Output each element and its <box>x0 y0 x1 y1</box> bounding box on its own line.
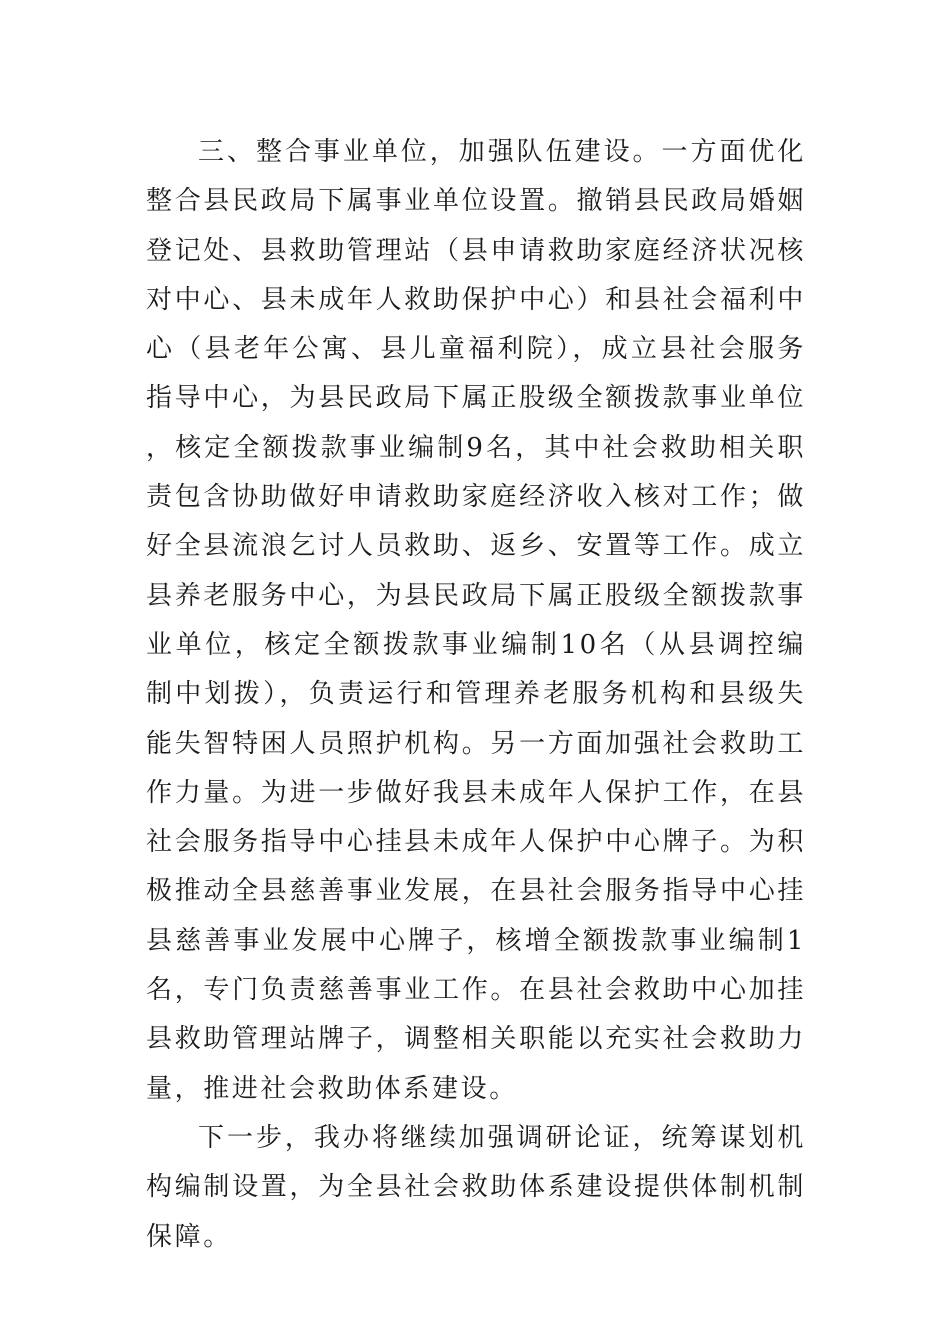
paragraph-institution-integration: 三、整合事业单位，加强队伍建设。一方面优化整合县民政局下属事业单位设置。撤销县民政局婚姻登记处、县救助管理站（县申请救助家庭经济状况核对中心、县未成年人救助保护中心）和县社会福利中心（县老年公寓、县儿童福利院），成立县社会服务指导中心，为县民政局下属正股级全额拨款事业单位，核定全额拨款事业编制9名，其中社会救助相关职责包含协助做好申请救助家庭经济收入核对工作；做好全县流浪乞讨人员救助、返乡、安置等工作。成立县养老服务中心，为县民政局下属正股级全额拨款事业单位，核定全额拨款事业编制10名（从县调控编制中划拨），负责运行和管理养老服务机构和县级失能失智特困人员照护机构。另一方面加强社会救助工作力量。为进一步做好我县未成年人保护工作，在县社会服务指导中心挂县未成年人保护中心牌子。为积极推动全县慈善事业发展，在县社会服务指导中心挂县慈善事业发展中心牌子，核增全额拨款事业编制1名，专门负责慈善事业工作。在县社会救助中心加挂县救助管理站牌子，调整相关职能以充实社会救助力量，推进社会救助体系建设。 <box>146 137 806 1104</box>
document-body <box>146 128 806 1262</box>
paragraph-next-steps: 下一步，我办将继续加强调研论证，统筹谋划机构编制设置，为全县社会救助体系建设提供体制机制保障。 <box>146 1122 806 1252</box>
